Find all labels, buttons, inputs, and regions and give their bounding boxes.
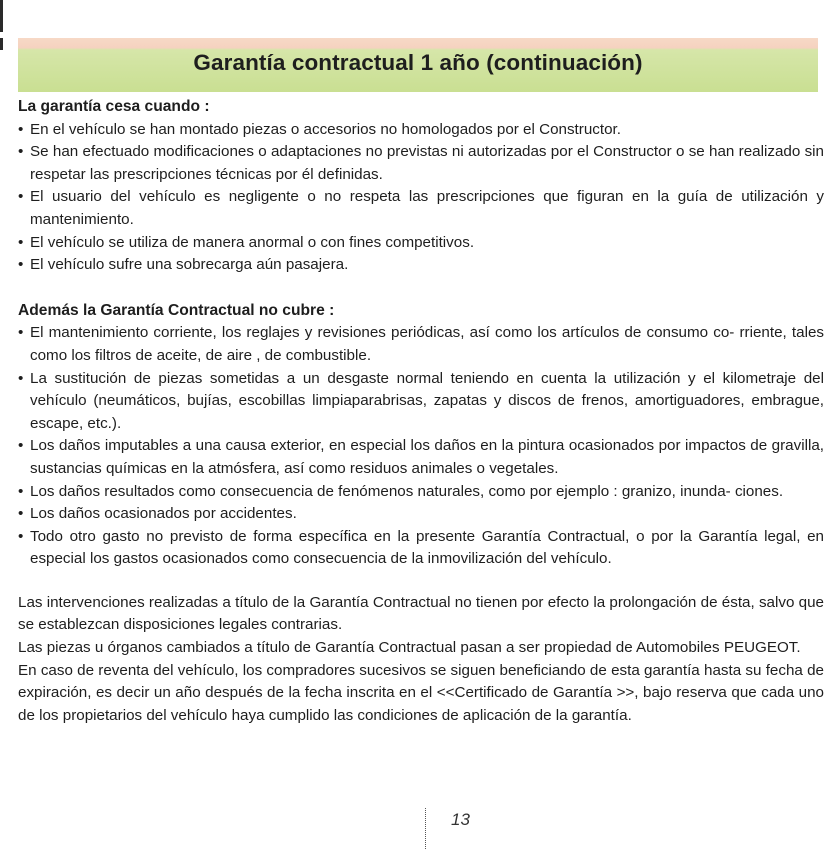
section-heading: La garantía cesa cuando : [18, 98, 210, 115]
page-number: 13 [451, 810, 470, 829]
list-item: • Todo otro gasto no previsto de forma específica en la presente Garantía Contractual, o por la Garantía legal, en especial los gastos ocasionados como consecuencia de la inmovilización del vehículo. [18, 526, 824, 571]
list-item: • El vehículo se utiliza de manera anormal o con fines competitivos. [18, 232, 824, 255]
page-edge-mark [0, 0, 3, 32]
document-body [18, 96, 824, 727]
page-title: Garantía contractual 1 año (continuación) [193, 50, 643, 75]
paragraph: En caso de reventa del vehículo, los compradores sucesivos se siguen beneficiando de esta garantía hasta su fecha de expiración, es decir un año después de la fecha inscrita en el <<Certificado de Garantía >>, bajo reserva que cada uno de los propietarios del vehículo haya cumplido las condiciones de aplicación de la garantía. [18, 661, 824, 724]
list-item: • Los daños ocasionados por accidentes. [18, 503, 824, 526]
list-item: • Se han efectuado modificaciones o adaptaciones no previstas ni autorizadas por el Constructor o se han realizado sin respetar las prescripciones técnicas por él definidas. [18, 141, 824, 186]
bullet-list [18, 322, 824, 571]
list-item: • En el vehículo se han montado piezas o accesorios no homologados por el Constructor. [18, 119, 824, 142]
list-item: • El vehículo sufre una sobrecarga aún pasajera. [18, 254, 824, 277]
spacer [18, 571, 824, 592]
spacer [18, 277, 824, 300]
paragraph: Las piezas u órganos cambiados a título de Garantía Contractual pasan a ser propiedad de Automobiles PEUGEOT. [18, 639, 801, 657]
list-item: • Los daños imputables a una causa exterior, en especial los daños en la pintura ocasionados por impactos de gravilla, sustancias químicas en la atmósfera, así como residuos animales o vegetales. [18, 435, 824, 480]
page-edge-mark [0, 38, 3, 50]
list-item: • El usuario del vehículo es negligente o no respeta las prescripciones que figuran en la guía de utilización y mantenimiento. [18, 186, 824, 231]
list-item: • La sustitución de piezas sometidas a un desgaste normal teniendo en cuenta la utilización y el kilometraje del vehículo (neumáticos, bujías, escobillas limpiaparabrisas, zapatas y discos de frenos, amortiguadores, embrague, escape, etc.). [18, 368, 824, 436]
list-item: • Los daños resultados como consecuencia de fenómenos naturales, como por ejemplo : granizo, inunda- ciones. [18, 481, 824, 504]
paragraph: Las intervenciones realizadas a título de la Garantía Contractual no tienen por efecto la prolongación de ésta, salvo que se establezcan disposiciones legales contrarias. [18, 593, 824, 634]
list-item: • El mantenimiento corriente, los reglajes y revisiones periódicas, así como los artículos de consumo co- rriente, tales como los filtros de aceite, de aire , de combustible. [18, 322, 824, 367]
bullet-list [18, 119, 824, 277]
footer-divider [425, 808, 426, 849]
section-heading: Además la Garantía Contractual no cubre : [18, 301, 335, 319]
